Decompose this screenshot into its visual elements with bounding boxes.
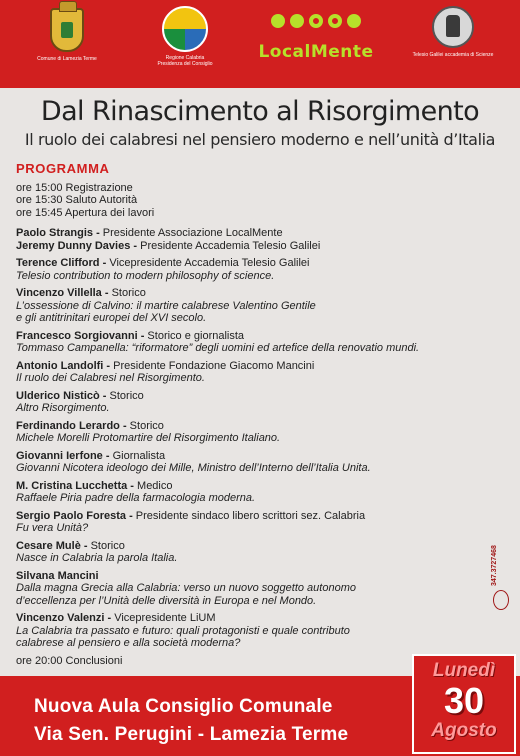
- speaker-line: [16, 360, 486, 373]
- speaker-line: [16, 612, 486, 625]
- speaker-line: [16, 540, 486, 553]
- regional-council-seal-icon: [162, 6, 208, 52]
- speaker-name: M. Cristina Lucchetta -: [16, 479, 134, 492]
- speaker-role: Presidente sindaco libero scrittori sez. Calabria: [132, 509, 366, 522]
- speaker-entry: [16, 390, 486, 415]
- speaker-role: Vicepresidente LiUM: [111, 612, 216, 624]
- speaker-entry: [16, 257, 486, 282]
- speaker-line: [16, 480, 486, 493]
- speaker-role: Storico: [108, 287, 146, 299]
- speaker-entry: [16, 540, 486, 565]
- program-heading: PROGRAMMA: [16, 161, 110, 176]
- speaker-line: [16, 390, 486, 403]
- speaker-name: Antonio Landolfi -: [16, 359, 111, 372]
- speaker-name: Ulderico Nisticò -: [16, 389, 107, 402]
- logo-dot: [271, 14, 285, 28]
- venue-name: Nuova Aula Consiglio Comunale: [34, 696, 333, 717]
- municipality-caption: Comune di Lamezia Terme: [37, 56, 97, 62]
- speaker-role: Presidente Accademia Telesio Galilei: [137, 239, 321, 252]
- speaker-name: Cesare Mulè -: [16, 539, 88, 552]
- talk-title: Fu vera Unità?: [16, 522, 89, 534]
- talk-title: Tommaso Campanella: “riformatore” degli uomini ed artefice della renovatio mundi.: [16, 342, 420, 354]
- speaker-entry: [16, 510, 486, 535]
- academy-medal-icon: [432, 6, 474, 48]
- speaker-line: [16, 287, 486, 300]
- event-date: [412, 654, 516, 754]
- speaker-line: [16, 570, 486, 583]
- speaker-role: Storico: [87, 539, 125, 552]
- speaker-entry: [16, 450, 486, 475]
- speaker-line: [16, 240, 486, 253]
- speaker-entry: [16, 330, 486, 355]
- logo-dot: [347, 14, 361, 28]
- talk-title: e gli antitrinitari europei del XVI secolo.: [16, 312, 207, 324]
- talk-title: Dalla magna Grecia alla Calabria: verso un nuovo soggetto autonomo: [16, 582, 356, 594]
- schedule-item: ore 15:45 Apertura dei lavori: [16, 206, 155, 219]
- speaker-name: Vincenzo Valenzi -: [16, 612, 112, 624]
- speaker-line: [16, 420, 486, 433]
- schedule-item: ore 15:30 Saluto Autorità: [16, 194, 138, 206]
- speaker-line: [16, 510, 486, 523]
- talk-title: Michele Morelli Protomartire del Risorgimento Italiano.: [16, 432, 281, 444]
- speaker-name: Giovanni Ierfone -: [16, 449, 110, 462]
- speaker-entry: [16, 420, 486, 445]
- date-day: Lunedì: [432, 660, 496, 681]
- speaker-name: Jeremy Dunny Davies -: [16, 239, 138, 252]
- regional-council-logo: [147, 6, 223, 67]
- speaker-role: Presidente Associazione LocalMente: [99, 227, 283, 239]
- speaker-entry: [16, 287, 486, 325]
- venue-address: Via Sen. Perugini - Lamezia Terme: [34, 724, 349, 745]
- talk-title: Altro Risorgimento.: [16, 402, 110, 414]
- date-number: 30: [443, 680, 485, 721]
- speaker-line: [16, 450, 486, 463]
- municipality-logo: [32, 6, 102, 62]
- speaker-entry: [16, 480, 486, 505]
- localmente-logo: [250, 6, 382, 62]
- schedule-item: ore 15:00 Registrazione: [16, 181, 133, 194]
- opening-schedule: [16, 182, 486, 220]
- speaker-entry: [16, 570, 486, 608]
- talk-title: L’ossessione di Calvino: il martire calabrese Valentino Gentile: [16, 299, 316, 312]
- speaker-role: Giornalista: [109, 449, 166, 462]
- academy-logo: [400, 6, 506, 58]
- header-banner: [0, 0, 520, 88]
- speaker-entry: [16, 360, 486, 385]
- printer-phone: 347.3727468: [491, 545, 498, 586]
- speaker-line: [16, 257, 486, 270]
- regional-council-caption-2: Presidenza del Consiglio: [157, 61, 213, 67]
- closing-schedule: ore 20:00 Conclusioni: [16, 654, 123, 667]
- regional-council-caption-1: Regione Calabria: [165, 55, 205, 61]
- speaker-role: Medico: [133, 479, 173, 492]
- speaker-line: [16, 330, 486, 343]
- speaker-role: Storico: [106, 389, 144, 402]
- speaker-name: Terence Clifford -: [16, 257, 107, 269]
- event-title: Dal Rinascimento al Risorgimento: [40, 96, 480, 127]
- speaker-name: Paolo Strangis -: [16, 227, 100, 239]
- speaker-name: Sergio Paolo Foresta -: [16, 509, 133, 522]
- program-section: [16, 163, 486, 667]
- speaker-role: Storico e giornalista: [144, 329, 245, 342]
- speaker-line: [16, 227, 486, 240]
- speaker-role: Vicepresidente Accademia Telesio Galilei: [106, 257, 310, 269]
- talk-title: Giovanni Nicotera ideologo dei Mille, Ministro dell’Interno dell’Italia Unita.: [16, 462, 371, 474]
- speaker-entry: [16, 612, 486, 650]
- speaker-name: Francesco Sorgiovanni -: [16, 329, 145, 342]
- talk-title: calabrese al pensiero e alla società moderna?: [16, 637, 241, 649]
- talk-title: d’eccellenza per l’Unità delle diversità in Europa e nel Mondo.: [16, 594, 317, 607]
- speaker-name: Vincenzo Villella -: [16, 287, 109, 299]
- localmente-logo-icon: [250, 14, 382, 28]
- speaker-name: Silvana Mancini: [16, 569, 99, 582]
- speaker-role: Storico: [126, 419, 164, 432]
- printer-logo-icon: [493, 590, 509, 610]
- speaker-role: Presidente Fondazione Giacomo Mancini: [110, 359, 315, 372]
- localmente-wordmark: LocalMente: [258, 42, 374, 62]
- event-subtitle: Il ruolo dei calabresi nel pensiero moderno e nell’unità d’Italia: [24, 130, 496, 149]
- logo-ring: [328, 14, 342, 28]
- talk-title: Raffaele Piria padre della farmacologia moderna.: [16, 492, 256, 504]
- academy-caption: Telesio Galilei accademia di Scienze: [412, 52, 494, 58]
- speaker-entry: [16, 227, 486, 252]
- talk-title: Il ruolo dei Calabresi nel Risorgimento.: [16, 372, 205, 384]
- talk-title: Telesio contribution to modern philosophy of science.: [16, 269, 275, 282]
- logo-ring: [309, 14, 323, 28]
- speaker-name: Ferdinando Lerardo -: [16, 419, 127, 432]
- municipality-crest-icon: [50, 8, 84, 52]
- talk-title: La Calabria tra passato e futuro: quali protagonisti e quale contributo: [16, 624, 350, 637]
- date-month: Agosto: [431, 720, 497, 741]
- logo-dot: [290, 14, 304, 28]
- talk-title: Nasce in Calabria la parola Italia.: [16, 552, 178, 564]
